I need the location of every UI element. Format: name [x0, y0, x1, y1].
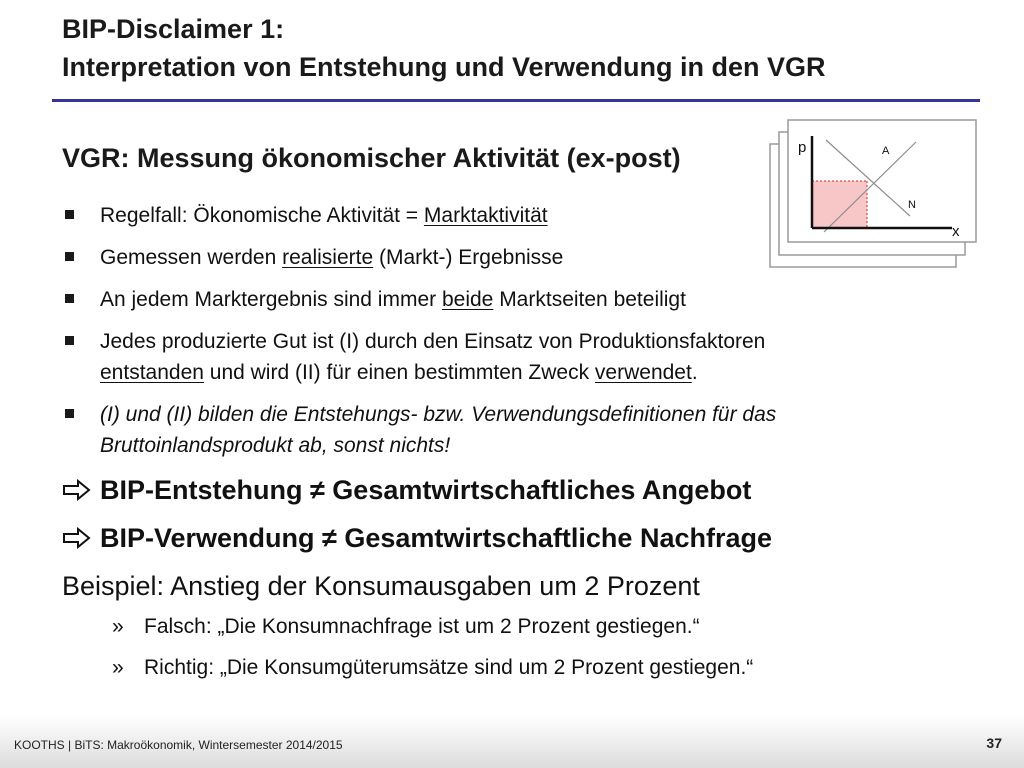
bullet-square-icon: [65, 294, 74, 303]
underlined-term: Marktaktivität: [423, 204, 548, 227]
title-line-1: BIP-Disclaimer 1:: [62, 14, 285, 44]
conclusion-supply: BIP-Entstehung ≠ Gesamtwirtschaftliches Angebot: [62, 472, 962, 508]
slide-title: [62, 10, 962, 86]
chevron-marker-icon: »: [112, 656, 124, 679]
underlined-term: entstanden: [100, 361, 204, 384]
bullet-square-icon: [65, 336, 74, 345]
underlined-term: realisierte: [282, 246, 374, 269]
supply-curve-label: A: [882, 145, 890, 157]
underlined-term: beide: [441, 288, 494, 311]
footer-text: KOOTHS | BiTS: Makroökonomik, Wintersemester 2014/2015: [14, 738, 343, 752]
bullet-item: (I) und (II) bilden die Entstehungs- bzw. Verwendungsdefinitionen für das Bruttoinlandsprodukt ab, sonst nichts!: [62, 399, 962, 461]
example-item-wrong: » Falsch: „Die Konsumnachfrage ist um 2 Prozent gestiegen.“: [62, 612, 962, 642]
bullet-item: Gemessen werden realisierte (Markt-) Ergebnisse: [62, 242, 962, 273]
bullet-item: An jedem Marktergebnis sind immer beide Marktseiten beteiligt: [62, 284, 962, 315]
right-arrow-icon: [62, 478, 92, 502]
title-divider: [52, 99, 980, 102]
section-heading: VGR: Messung ökonomischer Aktivität (ex-post): [62, 143, 681, 173]
x-axis-label: x: [952, 223, 960, 240]
title-line-2: Interpretation von Entstehung und Verwendung in den VGR: [62, 52, 826, 82]
bullet-square-icon: [65, 409, 74, 418]
right-arrow-icon: [62, 526, 92, 550]
bullet-item: Jedes produzierte Gut ist (I) durch den Einsatz von Produktionsfaktoren entstanden und wird (II) für einen bestimmten Zweck verwendet.: [62, 326, 962, 388]
bullet-square-icon: [65, 210, 74, 219]
slide-content: [62, 200, 962, 694]
conclusion-demand: BIP-Verwendung ≠ Gesamtwirtschaftliche Nachfrage: [62, 520, 962, 556]
y-axis-label: p: [798, 139, 807, 156]
example-item-right: » Richtig: „Die Konsumgüterumsätze sind um 2 Prozent gestiegen.“: [62, 653, 962, 683]
page-number: 37: [986, 735, 1002, 751]
demand-curve-label: N: [908, 199, 916, 211]
chevron-marker-icon: »: [112, 615, 124, 638]
bullet-square-icon: [65, 252, 74, 261]
underlined-term: verwendet: [594, 361, 692, 384]
example-heading: Beispiel: Anstieg der Konsumausgaben um 2 Prozent: [62, 571, 700, 601]
bullet-item: Regelfall: Ökonomische Aktivität = Marktaktivität: [62, 200, 962, 231]
